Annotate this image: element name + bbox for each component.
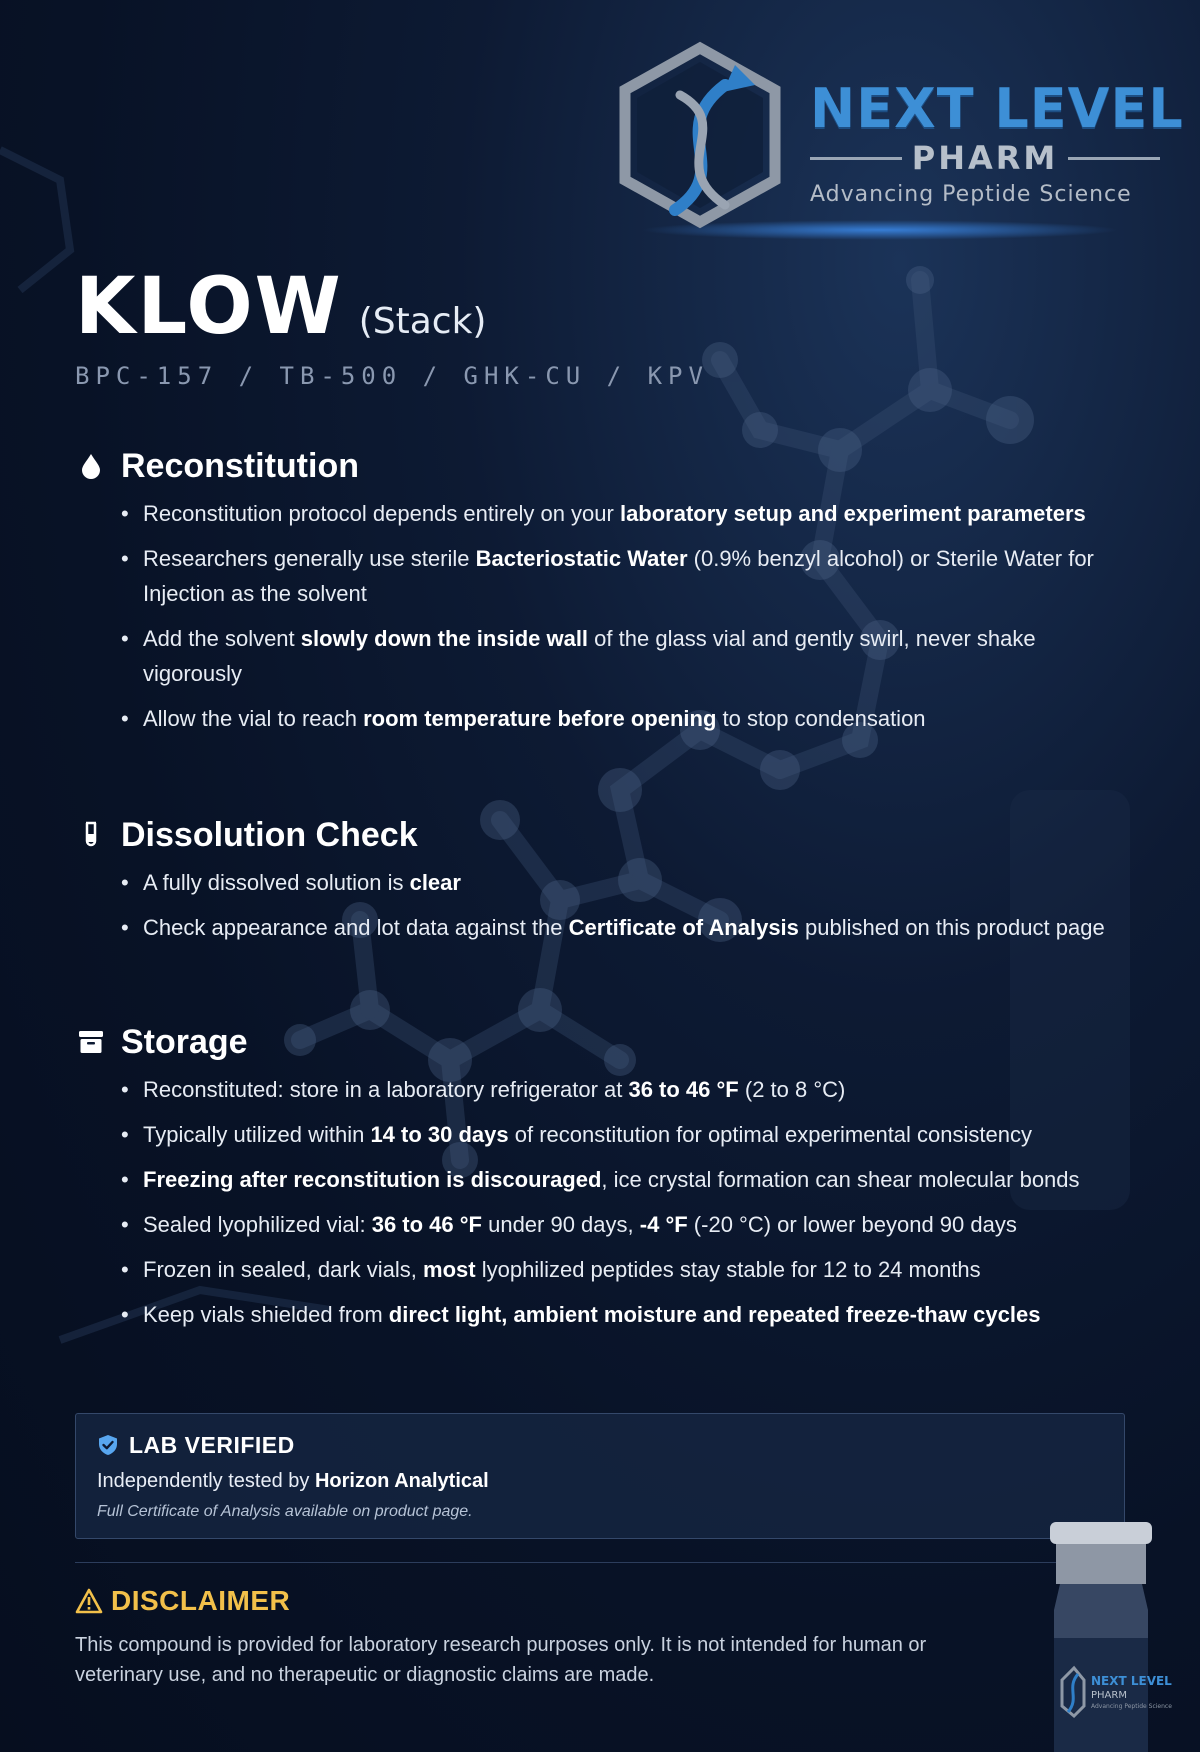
section-title: Reconstitution (121, 446, 359, 485)
logo-rule-right (1068, 157, 1160, 160)
emphasis-text: 36 to 46 °F (628, 1077, 739, 1102)
product-title-row (75, 262, 487, 352)
list-item (121, 1072, 1135, 1107)
list-item (121, 701, 1135, 736)
list-item (121, 1207, 1135, 1242)
list-item (121, 496, 1135, 531)
body-text: of reconstitution for optimal experimental consistency (508, 1122, 1032, 1147)
body-text: Reconstituted: store in a laboratory refrigerator at (143, 1077, 629, 1102)
warning-icon (75, 1588, 103, 1614)
emphasis-text: slowly down the inside wall (300, 626, 589, 651)
lab-tested-line (97, 1470, 1103, 1493)
list-item (121, 1252, 1135, 1287)
list-item (121, 1162, 1135, 1197)
section-reconstitution (75, 444, 1135, 746)
lab-name: Horizon Analytical (314, 1470, 489, 1492)
section-dissolution-check (75, 813, 1135, 955)
emphasis-text: 14 to 30 days (370, 1122, 509, 1147)
vial-label-tagline: Advancing Peptide Science (1091, 1703, 1172, 1710)
body-text: Allow the vial to reach (143, 706, 364, 731)
shield-check-icon (97, 1434, 119, 1456)
body-text: (0.9% benzyl alcohol) or Sterile Water for Injection as the solvent (143, 546, 1094, 606)
body-text: to stop condensation (716, 706, 926, 731)
vial-label-pharm: PHARM (1091, 1690, 1127, 1701)
divider (75, 1562, 1125, 1563)
logo-subtitle-row (810, 138, 1160, 178)
section-storage (75, 1020, 1135, 1342)
archive-box-icon (75, 1026, 107, 1058)
body-text: of the glass vial and gently swirl, never shake vigorously (143, 626, 1036, 686)
lab-note: Full Certificate of Analysis available on product page. (97, 1503, 473, 1520)
body-text: published on this product page (798, 915, 1105, 940)
body-text: Typically utilized within (143, 1122, 371, 1147)
body-text: A fully dissolved solution is (143, 870, 410, 895)
section-header (75, 813, 1135, 857)
list-item (121, 621, 1135, 691)
product-name: KLOW (75, 262, 343, 352)
lab-verified-card (75, 1413, 1125, 1539)
body-text: Check appearance and lot data against the (143, 915, 569, 940)
emphasis-text: clear (409, 870, 461, 895)
body-text: Frozen in sealed, dark vials, (143, 1257, 424, 1282)
vial-label-brand: NEXT LEVEL (1091, 1674, 1172, 1688)
emphasis-text: laboratory setup and experiment parameters (619, 501, 1086, 526)
section-header (75, 1020, 1135, 1064)
body-text: Sealed lyophilized vial: (143, 1212, 372, 1237)
dna-hexagon-icon (605, 40, 795, 235)
body-text: Researchers generally use sterile (143, 546, 476, 571)
body-text: (2 to 8 °C) (738, 1077, 846, 1102)
list-item (121, 541, 1135, 611)
product-variant: (Stack) (358, 301, 487, 342)
emphasis-text: -4 °F (639, 1212, 688, 1237)
emphasis-text: Bacteriostatic Water (475, 546, 688, 571)
lab-tested-prefix: Independently tested by (97, 1470, 315, 1492)
emphasis-text: direct light, ambient moisture and repeated freeze-thaw cycles (388, 1302, 1041, 1327)
list-item (121, 910, 1135, 945)
body-text: (-20 °C) or lower beyond 90 days (687, 1212, 1017, 1237)
section-title: Storage (121, 1022, 248, 1061)
list-item (121, 1117, 1135, 1152)
disclaimer-header (75, 1585, 290, 1617)
product-vial-image (1042, 1520, 1172, 1752)
body-text: Reconstitution protocol depends entirely on your (143, 501, 620, 526)
lab-verified-title: LAB VERIFIED (129, 1431, 295, 1458)
bullet-list (121, 1072, 1135, 1332)
disclaimer-title: DISCLAIMER (111, 1585, 291, 1616)
body-text: Add the solvent (143, 626, 301, 651)
emphasis-text: Freezing after reconstitution is discouraged (143, 1167, 602, 1192)
test-tube-icon (75, 819, 107, 851)
emphasis-text: most (423, 1257, 476, 1282)
bullet-list (121, 865, 1135, 945)
droplet-icon (75, 450, 107, 482)
body-text: under 90 days, (481, 1212, 640, 1237)
bullet-list (121, 496, 1135, 736)
disclaimer-text: This compound is provided for laboratory research purposes only. It is not intended for human or veterinary use, and no therapeutic or diagnostic claims are made. (75, 1634, 927, 1686)
section-header (75, 444, 1135, 488)
logo-rule-left (810, 157, 902, 160)
product-ingredients: BPC-157 / TB-500 / GHK-CU / KPV (75, 362, 709, 390)
logo-tagline: Advancing Peptide Science (810, 182, 1132, 207)
brand-logo (600, 40, 1184, 240)
emphasis-text: 36 to 46 °F (371, 1212, 482, 1237)
emphasis-text: Certificate of Analysis (568, 915, 799, 940)
list-item (121, 1297, 1135, 1332)
logo-subtitle: PHARM (911, 139, 1059, 177)
list-item (121, 865, 1135, 900)
logo-title: NEXT LEVEL (810, 77, 1184, 140)
body-text: Keep vials shielded from (143, 1302, 389, 1327)
body-text: , ice crystal formation can shear molecular bonds (601, 1167, 1080, 1192)
body-text: lyophilized peptides stay stable for 12 to 24 months (475, 1257, 981, 1282)
section-title: Dissolution Check (121, 815, 418, 854)
emphasis-text: room temperature before opening (363, 706, 717, 731)
lab-verified-header (97, 1430, 1103, 1460)
